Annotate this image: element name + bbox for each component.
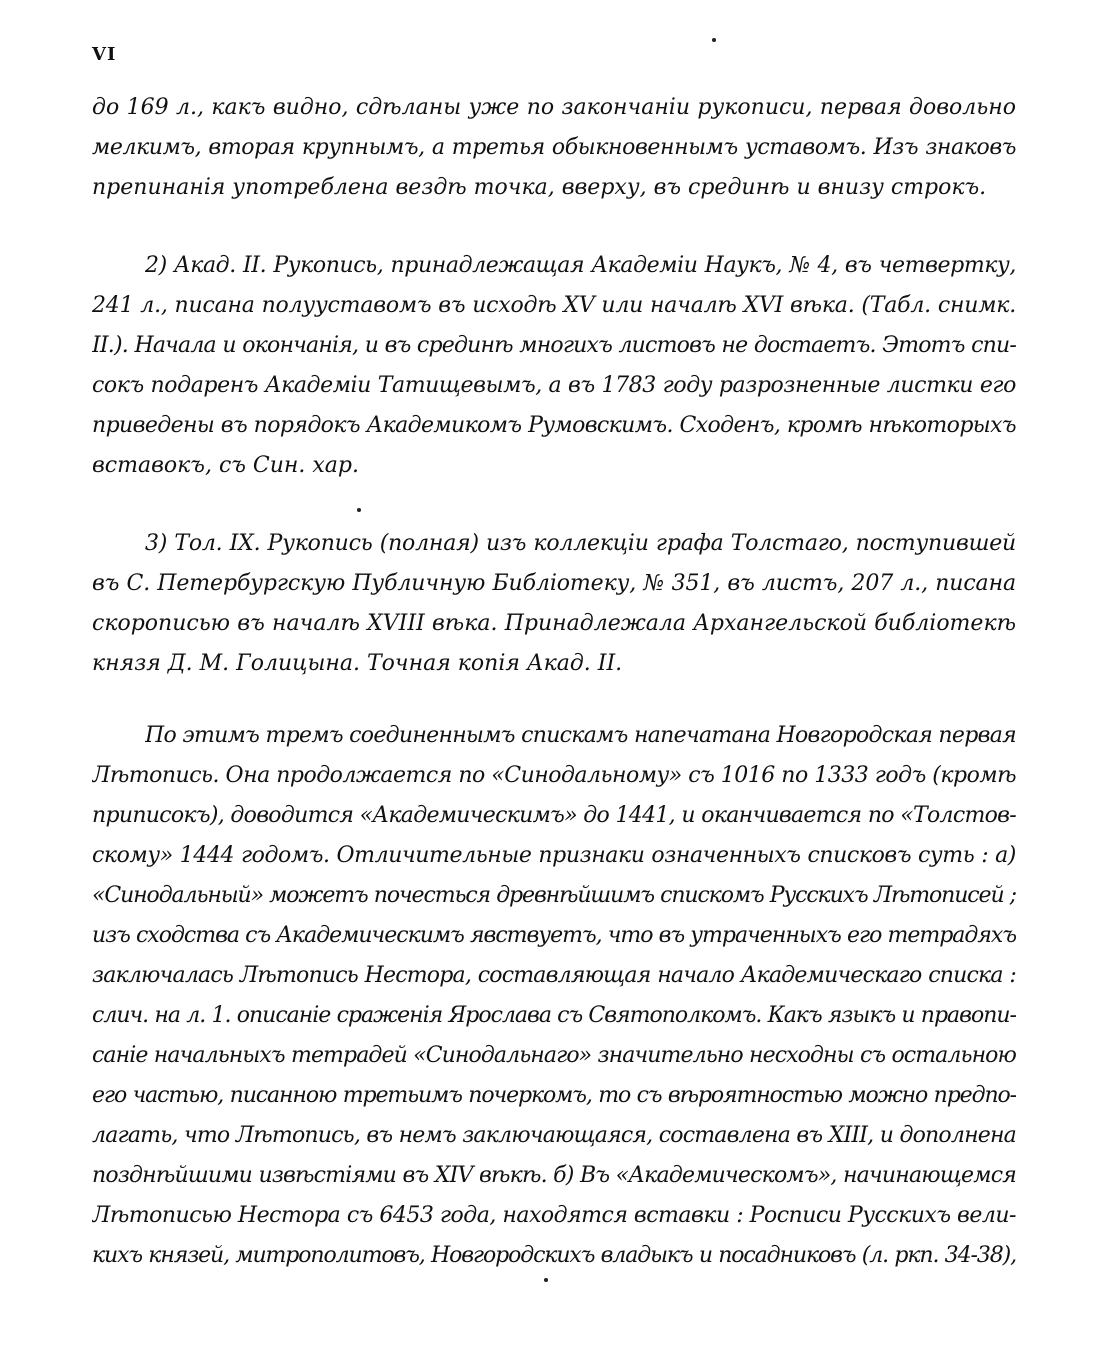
text-line: саніе начальныхъ тетрадей «Синодальнаго» значительно несходны съ остальною bbox=[92, 1043, 1016, 1068]
text-line: вставокъ, съ Син. хар. bbox=[92, 453, 359, 478]
text-line: По этимъ тремъ соединеннымъ спискамъ напечатана Новгородская первая bbox=[145, 723, 1016, 748]
page-number: VI bbox=[92, 44, 117, 65]
text-line: лагать, что Лѣтопись, въ немъ заключающаяся, составлена въ XIII, и дополнена bbox=[92, 1123, 1016, 1148]
text-line: 3) Тол. IX. Рукопись (полная) изъ коллекціи графа Толстаго, поступившей bbox=[145, 531, 1016, 556]
text-line: 241 л., писана полууставомъ въ исходѣ XV или началѣ XVI вѣка. (Табл. снимк. bbox=[92, 293, 1016, 318]
text-line: заключалась Лѣтопись Нестора, составляющая начало Академическаго списка : bbox=[92, 963, 1016, 988]
text-line: изъ сходства съ Академическимъ явствуетъ, что въ утраченныхъ его тетрадяхъ bbox=[92, 923, 1016, 948]
text-line: скорописью въ началѣ XVIII вѣка. Принадлежала Архангельской библіотекѣ bbox=[92, 611, 1016, 636]
text-line: мелкимъ, вторая крупнымъ, а третья обыкновеннымъ уставомъ. Изъ знаковъ bbox=[92, 135, 1016, 160]
text-line: приведены въ порядокъ Академикомъ Румовскимъ. Сходенъ, кромѣ нѣкоторыхъ bbox=[92, 413, 1016, 438]
text-line: Лѣтопись. Она продолжается по «Синодальному» съ 1016 по 1333 годъ (кромѣ bbox=[92, 763, 1016, 788]
text-line: «Синодальный» можетъ почесться древнѣйшимъ спискомъ Русскихъ Лѣтописей ; bbox=[92, 883, 1016, 908]
text-line: препинанія употреблена вездѣ точка, вверху, въ срединѣ и внизу строкъ. bbox=[92, 175, 987, 200]
text-line: скому» 1444 годомъ. Отличительные признаки означенныхъ списковъ суть : а) bbox=[92, 843, 1016, 868]
text-line: его частью, писанною третьимъ почеркомъ, то съ вѣроятностью можно предпо- bbox=[92, 1083, 1016, 1108]
print-speck bbox=[544, 1278, 548, 1282]
text-line: въ С. Петербургскую Публичную Библіотеку, № 351, въ листъ, 207 л., писана bbox=[92, 571, 1016, 596]
text-line: до 169 л., какъ видно, сдѣланы уже по закончаніи рукописи, первая довольно bbox=[92, 95, 1016, 120]
text-line: князя Д. М. Голицына. Точная копія Акад. II. bbox=[92, 651, 623, 676]
text-line: приписокъ), доводится «Академическимъ» до 1441, и оканчивается по «Толстов- bbox=[92, 803, 1016, 828]
text-line: позднѣйшими извѣстіями въ XIV вѣкѣ. б) Въ «Академическомъ», начинающемся bbox=[92, 1163, 1016, 1188]
text-line: кихъ князей, митрополитовъ, Новгородскихъ владыкъ и посадниковъ (л. ркп. 34-38), bbox=[92, 1243, 1016, 1268]
text-line: сокъ подаренъ Академіи Татищевымъ, а въ 1783 году разрозненные листки его bbox=[92, 373, 1016, 398]
text-line: II.). Начала и окончанія, и въ срединѣ многихъ листовъ не достаетъ. Этотъ спи- bbox=[92, 333, 1016, 358]
print-speck bbox=[712, 38, 716, 42]
text-line: слич. на л. 1. описаніе сраженія Ярослава съ Святополкомъ. Какъ языкъ и правопи- bbox=[92, 1003, 1016, 1028]
text-line: 2) Акад. II. Рукопись, принадлежащая Академіи Наукъ, № 4, въ четвертку, bbox=[145, 253, 1016, 278]
print-speck bbox=[357, 508, 361, 512]
text-line: Лѣтописью Нестора съ 6453 года, находятся вставки : Росписи Русскихъ вели- bbox=[92, 1203, 1016, 1228]
